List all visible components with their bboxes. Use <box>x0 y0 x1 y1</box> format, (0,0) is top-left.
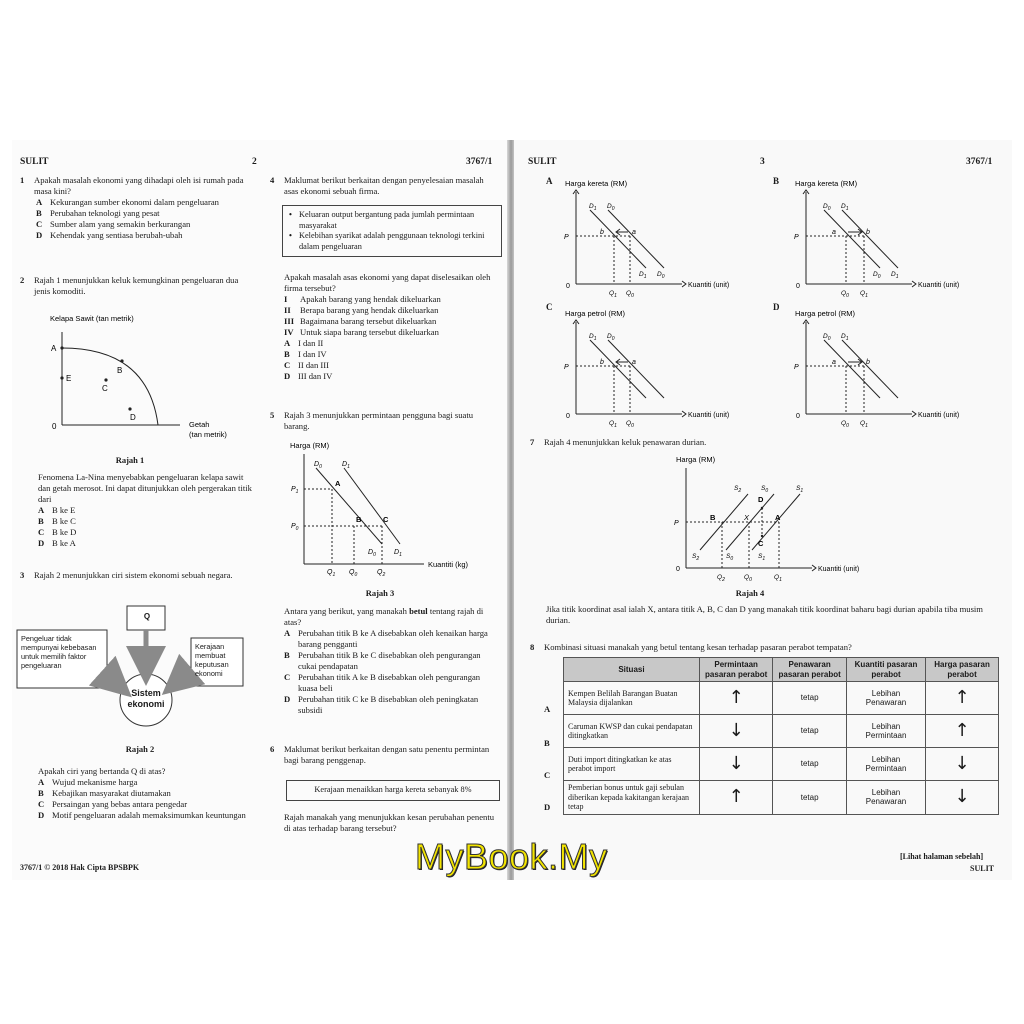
svg-text:a: a <box>832 359 836 366</box>
point-b: B <box>117 366 123 375</box>
svg-text:Q2: $Q_2$ <box>717 574 725 583</box>
q8-option-b[interactable]: B <box>544 738 550 748</box>
table-row: Caruman KWSP dan cukai pendapatan ditingkatkan ↓ tetap Lebihan Permintaan ↑ <box>564 715 999 748</box>
right-footer-sulit: SULIT <box>970 864 995 873</box>
rajah-1-caption: Rajah 1 <box>115 455 145 465</box>
right-footer-next: [Lihat halaman sebelah] <box>900 852 984 861</box>
svg-text:a: a <box>832 229 836 236</box>
point-a: A <box>51 344 57 353</box>
q4-option-d[interactable]: D III dan IV <box>284 371 333 381</box>
rajah-3-caption: Rajah 3 <box>365 588 395 598</box>
watermark-logo: MyBook.My <box>415 836 608 877</box>
svg-text:Q1: $Q_1$ <box>860 290 868 299</box>
question-8: 8 Kombinasi situasi manakah yang betul tentang kesan terhadap pasaran perabot tempatan? <box>530 642 852 652</box>
svg-text:Q0: $Q_0$ <box>626 290 634 299</box>
q2-text: Rajah 1 menunjukkan keluk kemungkinan pengeluaran dua jenis komoditi. <box>34 275 239 296</box>
q6-text: Maklumat berikut berkaitan dengan satu penentu permintan bagi barang penggenap. <box>284 744 490 765</box>
rajah-4-supply-chart <box>662 452 902 587</box>
svg-text:Q2: $Q_2$ <box>377 569 386 578</box>
graph-b <box>790 176 1000 301</box>
q3-option-d[interactable]: D Motif pengeluaran adalah memaksimumkan keuntungan <box>38 810 246 820</box>
rajah-3-demand-chart <box>282 438 492 578</box>
rajah3-ylabel: Harga (RM) <box>290 441 330 450</box>
svg-text:Q1: $Q_1$ <box>860 420 868 429</box>
rajah-4-caption: Rajah 4 <box>735 588 765 598</box>
box-q-label: Q <box>143 612 151 621</box>
svg-text:Q1: $Q_1$ <box>609 420 617 429</box>
svg-text:0: 0 <box>566 283 570 290</box>
graph-c-key: C <box>546 302 553 312</box>
svg-text:D1: $D_1$ <box>841 333 849 342</box>
q2-option-c[interactable]: C B ke D <box>38 527 77 537</box>
svg-text:D0: $D_0$ <box>823 203 831 212</box>
q1-option-d[interactable]: D Kehendak yang sentiasa berubah-ubah <box>36 230 183 240</box>
q8-table-header: Situasi Permintaan pasaran perabot Penawaran pasaran perabot Kuantiti pasaran perabot Harga pasaran perabot <box>564 658 999 682</box>
table-row: Duti import ditingkatkan ke atas perabot import ↓ tetap Lebihan Permintaan ↓ <box>564 748 999 781</box>
arrow-down-icon: ↓ <box>954 752 970 774</box>
svg-text:S1: $S_1$ <box>796 485 804 494</box>
rajah1-ylabel: Kelapa Sawit (tan metrik) <box>50 314 134 323</box>
q8-text: Kombinasi situasi manakah yang betul tentang kesan terhadap pasaran perabot tempatan? <box>544 642 852 652</box>
svg-text:D1: $D_1$ <box>589 333 597 342</box>
q3-text: Rajah 2 menunjukkan ciri sistem ekonomi sebuah negara. <box>34 570 233 580</box>
left-header-page: 2 <box>252 157 257 167</box>
svg-text:D0: $D_0$ <box>314 461 322 470</box>
q5-option-c[interactable]: C Perubahan titik A ke B disebabkan oleh pengurangan kuasa beli <box>284 672 481 693</box>
graph-d-ylabel: Harga petrol (RM) <box>795 309 856 318</box>
q5-text: Rajah 3 menunjukkan permintaan pengguna bagi suatu barang. <box>284 410 474 431</box>
graph-a-key: A <box>546 176 553 186</box>
q8-table <box>563 657 999 815</box>
question-2: 2 Rajah 1 menunjukkan keluk kemungkinan pengeluaran dua jenis komoditi. <box>20 275 239 296</box>
box-right-text: Kerajaan membuat keputusan ekonomi <box>195 642 229 678</box>
rajah4-ylabel: Harga (RM) <box>676 455 716 464</box>
graph-c <box>560 306 760 431</box>
svg-text:Q1: $Q_1$ <box>609 290 617 299</box>
arrow-up-icon: ↑ <box>728 686 744 708</box>
svg-text:P: P <box>564 364 569 371</box>
q2-text2: Fenomena La-Nina menyebabkan pengeluaran kelapa sawit dan getah merosot. Ini dapat ditunjukkan oleh pergerakan titik dari <box>38 472 252 504</box>
svg-text:0: 0 <box>796 283 800 290</box>
q2-body <box>38 472 252 549</box>
graph-b-ylabel: Harga kereta (RM) <box>795 179 858 188</box>
svg-text:C: C <box>758 539 764 548</box>
svg-text:A: A <box>775 513 781 522</box>
svg-text:D1: $D_1$ <box>342 461 350 470</box>
q4-text: Maklumat berikut berkaitan dengan penyelesaian masalah asas ekonomi sebuah firma. <box>284 175 484 196</box>
rajah-2-caption: Rajah 2 <box>125 744 155 754</box>
svg-text:0: 0 <box>676 566 680 573</box>
q4-text2: Apakah masalah asas ekonomi yang dapat diselesaikan oleh firma tersebut? <box>284 272 491 293</box>
arrow-down-icon: ↓ <box>954 786 970 807</box>
graph-a-xlabel: Kuantiti (unit) <box>688 282 730 289</box>
rajah1-xlabel-unit: (tan metrik) <box>189 430 227 439</box>
svg-text:Q0: $Q_0$ <box>744 574 752 583</box>
box-left-text: Pengeluar tidak mempunyai kebebasan untuk memilih faktor pengeluaran <box>21 634 97 670</box>
q3-option-b[interactable]: B Kebajikan masyarakat diutamakan <box>38 788 171 798</box>
q5-option-a[interactable]: A Perubahan titik B ke A disebabkan oleh kenaikan harga barang pengganti <box>284 628 488 649</box>
table-row: Kempen Belilah Barangan Buatan Malaysia dijalankan ↑ tetap Lebihan Penawaran ↑ <box>564 682 999 715</box>
table-row: Pemberian bonus untuk gaji sebulan diberikan kepada kakitangan kerajaan tetap ↑ tetap Lebihan Penawaran ↓ <box>564 781 999 815</box>
svg-text:D1: $D_1$ <box>841 203 849 212</box>
svg-text:Q0: $Q_0$ <box>626 420 634 429</box>
svg-text:S2: $S_2$ <box>734 485 742 494</box>
q4-option-c[interactable]: C II dan III <box>284 360 330 370</box>
svg-text:Q0: $Q_0$ <box>841 290 849 299</box>
svg-text:D0: $D_0$ <box>607 203 615 212</box>
svg-text:Q1: $Q_1$ <box>327 569 336 578</box>
q8-option-d[interactable]: D <box>544 802 551 812</box>
left-footer: 3767/1 © 2018 Hak Cipta BPSBPK <box>20 863 140 872</box>
arrow-down-icon: ↓ <box>728 719 744 741</box>
svg-text:X: X <box>744 513 750 522</box>
q3-text2: Apakah ciri yang bertanda Q di atas? <box>38 766 166 776</box>
question-6: 6 Maklumat berikut berkaitan dengan satu penentu permintan bagi barang penggenap. <box>270 744 490 765</box>
graph-a-ylabel: Harga kereta (RM) <box>565 179 628 188</box>
svg-text:b: b <box>866 229 870 236</box>
svg-text:D0: $D_0$ <box>823 333 831 342</box>
q1-option-b[interactable]: B Perubahan teknologi yang pesat <box>36 208 160 218</box>
graph-d <box>790 306 1000 431</box>
q8-option-c[interactable]: C <box>544 770 551 780</box>
svg-text:S2: $S_2$ <box>692 553 700 562</box>
svg-text:Q0: $Q_0$ <box>349 569 358 578</box>
arrow-up-icon: ↑ <box>728 786 744 807</box>
svg-text:a: a <box>632 229 636 236</box>
svg-text:P1: $P_1$ <box>291 486 299 495</box>
q5-bold-word: betul <box>409 606 428 616</box>
q4-option-a[interactable]: A I dan II <box>284 338 324 348</box>
svg-text:D0: $D_0$ <box>368 549 376 558</box>
svg-text:D0: $D_0$ <box>657 271 665 280</box>
svg-text:S1: $S_1$ <box>758 553 766 562</box>
q1-number: 1 <box>20 175 25 185</box>
q3-body <box>38 766 252 821</box>
q2-option-d[interactable]: D B ke A <box>38 538 76 548</box>
arrow-up-icon: ↑ <box>954 719 970 741</box>
graph-d-xlabel: Kuantiti (unit) <box>918 412 960 419</box>
svg-text:B: B <box>710 513 716 522</box>
arrow-down-icon: ↓ <box>728 752 744 774</box>
rajah4-xlabel: Kuantiti (unit) <box>818 566 860 573</box>
svg-text:P: P <box>564 234 569 241</box>
graph-b-xlabel: Kuantiti (unit) <box>918 282 960 289</box>
q4-info-box: • Keluaran output bergantung pada jumlah permintaan masyarakat • Kelebihan syarikat adalah penggunaan teknologi terkini dalam pengeluaran <box>282 205 502 257</box>
question-5: 5 Rajah 3 menunjukkan permintaan pengguna bagi suatu barang. <box>270 410 474 431</box>
question-4: 4 Maklumat berikut berkaitan dengan penyelesaian masalah asas ekonomi sebuah firma. <box>270 175 484 196</box>
q1-option-a[interactable]: A Kekurangan sumber ekonomi dalam pengeluaran <box>36 197 219 207</box>
q3-option-a[interactable]: A Wujud mekanisme harga <box>38 777 138 787</box>
svg-text:0: 0 <box>796 413 800 420</box>
svg-text:D: D <box>758 495 764 504</box>
right-header-page: 3 <box>760 157 765 167</box>
svg-text:D0: $D_0$ <box>607 333 615 342</box>
svg-text:D1: $D_1$ <box>394 549 402 558</box>
right-header-code: 3767/1 <box>966 157 993 167</box>
svg-text:b: b <box>866 359 870 366</box>
q6-info-box: Kerajaan menaikkan harga kereta sebanyak 8% <box>286 780 500 801</box>
svg-text:B: B <box>356 515 362 524</box>
q2-option-b[interactable]: B B ke C <box>38 516 76 526</box>
q8-option-a[interactable]: A <box>544 704 551 714</box>
svg-text:C: C <box>383 515 389 524</box>
svg-text:a: a <box>632 359 636 366</box>
svg-text:D1: $D_1$ <box>589 203 597 212</box>
q5-option-d[interactable]: D Perubahan titik C ke B disebabkan oleh peningkatan subsidi <box>284 694 479 715</box>
svg-text:b: b <box>600 359 604 366</box>
svg-text:b: b <box>600 229 604 236</box>
rajah3-xlabel: Kuantiti (kg) <box>428 560 469 569</box>
q7-text: Rajah 4 menunjukkan keluk penawaran durian. <box>544 437 707 447</box>
q5-option-b[interactable]: B Perubahan titik B ke C disebabkan oleh pengurangan cukai pendapatan <box>284 650 481 671</box>
left-header-code: 3767/1 <box>466 157 493 167</box>
arrow-up-icon: ↑ <box>954 686 970 708</box>
q2-option-a[interactable]: A B ke E <box>38 505 76 515</box>
q7-text2: Jika titik koordinat asal ialah X, antara titik A, B, C dan D yang manakah titik koordinat baharu bagi durian apabila tiba musim durian. <box>546 604 983 625</box>
svg-text:Q0: $Q_0$ <box>841 420 849 429</box>
point-c: C <box>102 384 108 393</box>
graph-a <box>560 176 760 301</box>
point-e: E <box>66 374 72 383</box>
svg-text:P: P <box>794 234 799 241</box>
question-3: 3 Rajah 2 menunjukkan ciri sistem ekonomi sebuah negara. <box>20 570 233 580</box>
rajah-1-ppc-chart <box>30 310 250 445</box>
q4-body: Apakah masalah asas ekonomi yang dapat diselesaikan oleh firma tersebut? I Apakah barang yang hendak dikeluarkan II Berapa barang yang hendak dikeluarkan III Bagaimana barang tersebut dikeluarkan IV Untuk siapa barang tersebut dikeluarkan A I dan II B I dan IV C II dan III D III dan IV <box>284 272 494 382</box>
q4-bullet-2: Kelebihan syarikat adalah penggunaan teknologi terkini dalam pengeluaran <box>299 231 485 251</box>
q1-text: Apakah masalah ekonomi yang dihadapi oleh isi rumah pada masa kini? <box>34 175 244 196</box>
graph-c-ylabel: Harga petrol (RM) <box>565 309 626 318</box>
q5-body: Antara yang berikut, yang manakah betul tentang rajah di atas? A Perubahan titik B ke A disebabkan oleh kenaikan harga barang pengganti B Perubahan titik B ke C disebabkan oleh pengurangan cukai pendapatan C Perubahan titik A ke B disebabkan oleh pengurangan kuasa beli D Perubahan titik C ke B disebabkan oleh peningkatan subsidi <box>284 606 494 716</box>
svg-text:S0: $S_0$ <box>761 485 769 494</box>
q6-text2: Rajah manakah yang menunjukkan kesan perubahan penentu di atas terhadap barang tersebut? <box>284 812 494 833</box>
svg-text:P: P <box>674 520 679 527</box>
point-d: D <box>130 413 136 422</box>
q4-option-b[interactable]: B I dan IV <box>284 349 327 359</box>
question-7: 7 Rajah 4 menunjukkan keluk penawaran durian. <box>530 437 707 447</box>
svg-text:S0: $S_0$ <box>726 553 734 562</box>
svg-text:0: 0 <box>566 413 570 420</box>
svg-text:P: P <box>794 364 799 371</box>
q4-bullet-1: Keluaran output bergantung pada jumlah permintaan masyarakat <box>299 210 475 230</box>
svg-text:D1: $D_1$ <box>891 271 899 280</box>
svg-text:A: A <box>335 479 341 488</box>
svg-text:D0: $D_0$ <box>873 271 881 280</box>
graph-c-xlabel: Kuantiti (unit) <box>688 412 730 419</box>
graph-b-key: B <box>773 176 780 186</box>
svg-text:D1: $D_1$ <box>639 271 647 280</box>
sistem-ekonomi-label: Sistem ekonomi <box>127 688 165 709</box>
svg-text:Q1: $Q_1$ <box>774 574 782 583</box>
graph-d-key: D <box>773 302 780 312</box>
svg-text:P0: $P_0$ <box>291 523 299 532</box>
rajah1-origin: 0 <box>52 422 57 431</box>
right-header-sulit: SULIT <box>528 157 557 167</box>
left-header-sulit: SULIT <box>20 157 49 167</box>
q3-option-c[interactable]: C Persaingan yang bebas antara pengedar <box>38 799 188 809</box>
q1-option-c[interactable]: C Sumber alam yang semakin berkurangan <box>36 219 191 229</box>
rajah1-xlabel: Getah <box>189 420 210 429</box>
question-1 <box>20 175 252 241</box>
